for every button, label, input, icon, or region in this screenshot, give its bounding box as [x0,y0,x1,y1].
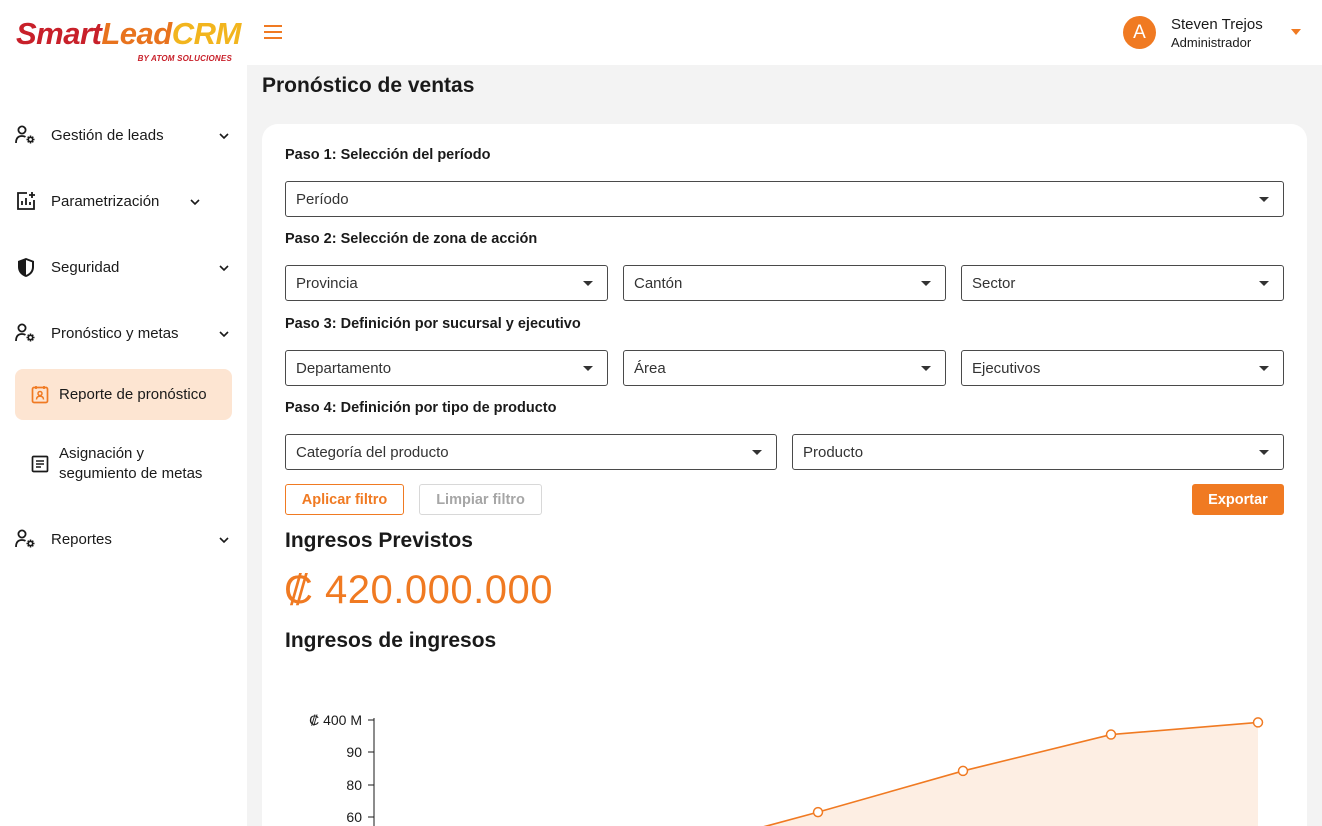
chart-y-ticks [309,712,374,825]
chart-y-tick-label: 80 [346,777,362,793]
producto-select[interactable] [792,434,1284,470]
brand-logo[interactable] [16,14,241,70]
forecast-income-title: Ingresos Previstos [285,529,473,552]
caret-down-icon [921,281,931,286]
brand-part-1: Smart [16,16,102,51]
sector-select-value: Sector [972,275,1016,292]
canton-select[interactable] [623,265,946,301]
caret-down-icon [752,450,762,455]
contact-card-icon [30,385,50,405]
chart-point[interactable] [959,766,968,775]
user-menu-caret-icon[interactable] [1291,29,1301,35]
user-name[interactable]: Steven Trejos [1171,16,1263,33]
caret-down-icon [583,366,593,371]
caret-down-icon [1259,197,1269,202]
chart-point[interactable] [1107,730,1116,739]
brand-part-3: CRM [171,16,241,51]
user-gear-icon [15,322,37,344]
sidebar-subitem-reporte-pronostico[interactable] [15,369,232,420]
periodo-select-value: Período [296,191,349,208]
sidebar-item-pronostico-metas[interactable] [15,308,232,358]
sidebar-subitem-label-line1: Asignación y [59,445,145,462]
chevron-down-icon [218,259,230,277]
sidebar-item-gestion-leads[interactable] [15,110,232,160]
sidebar [0,0,247,826]
sidebar-item-label: Reportes [51,530,112,548]
sidebar-item-parametrizacion[interactable] [15,176,232,226]
sidebar-item-label: Parametrización [51,192,160,210]
apply-filter-button[interactable]: Aplicar filtro [285,484,404,515]
income-area-chart [262,684,1307,826]
chart-add-icon [15,190,37,212]
caret-down-icon [1259,281,1269,286]
departamento-select-value: Departamento [296,360,392,377]
clear-filter-button[interactable]: Limpiar filtro [419,484,542,515]
shield-icon [15,256,37,278]
producto-select-value: Producto [803,444,864,461]
departamento-select[interactable] [285,350,608,386]
caret-down-icon [1259,450,1269,455]
step3-label: Paso 3: Definición por sucursal y ejecutivo [285,316,581,332]
brand-part-2: Lead [101,16,172,51]
chevron-down-icon [218,531,230,549]
step1-label: Paso 1: Selección del período [285,147,491,163]
sidebar-subitem-asignacion-metas[interactable] [15,438,232,490]
sidebar-item-label: Pronóstico y metas [51,324,179,342]
avatar[interactable]: A [1123,16,1156,49]
step4-label: Paso 4: Definición por tipo de producto [285,400,557,416]
brand-subtitle: BY ATOM SOLUCIONES [137,54,232,63]
area-select-value: Área [634,360,666,377]
chevron-down-icon [189,193,201,211]
sidebar-item-reportes[interactable] [15,514,232,564]
chevron-down-icon [218,127,230,145]
chevron-down-icon [218,325,230,343]
sidebar-item-label: Gestión de leads [51,126,164,144]
area-select[interactable] [623,350,946,386]
chart-point[interactable] [814,808,823,817]
provincia-select[interactable] [285,265,608,301]
ejecutivos-select-value: Ejecutivos [972,360,1041,377]
caret-down-icon [583,281,593,286]
document-list-icon [30,454,50,474]
sidebar-subitem-label: Reporte de pronóstico [59,385,207,403]
sector-select[interactable] [961,265,1284,301]
sidebar-item-label: Seguridad [51,258,120,276]
user-role: Administrador [1171,35,1252,50]
user-gear-icon [15,124,37,146]
top-header [247,0,1322,65]
canton-select-value: Cantón [634,275,683,292]
page-title: Pronóstico de ventas [262,74,475,97]
sidebar-subitem-label-line2: segumiento de metas [59,465,203,482]
provincia-select-value: Provincia [296,275,358,292]
caret-down-icon [1259,366,1269,371]
chart-y-tick-label: 90 [346,744,362,760]
categoria-select[interactable] [285,434,777,470]
chart-point[interactable] [1254,718,1263,727]
chart-y-tick-label: 60 [346,809,362,825]
ejecutivos-select[interactable] [961,350,1284,386]
periodo-select[interactable] [285,181,1284,217]
chart-y-tick-label: ₡ 400 M [309,712,362,728]
export-button[interactable]: Exportar [1192,484,1284,515]
sidebar-item-seguridad[interactable] [15,242,232,292]
caret-down-icon [921,366,931,371]
categoria-select-value: Categoría del producto [296,444,449,461]
forecast-income-amount: ₡ 420.000.000 [284,568,553,612]
forecast-card [262,124,1307,826]
menu-icon[interactable] [264,25,282,39]
step2-label: Paso 2: Selección de zona de acción [285,231,538,247]
user-gear-icon [15,528,37,550]
income-chart-title: Ingresos de ingresos [285,629,497,652]
